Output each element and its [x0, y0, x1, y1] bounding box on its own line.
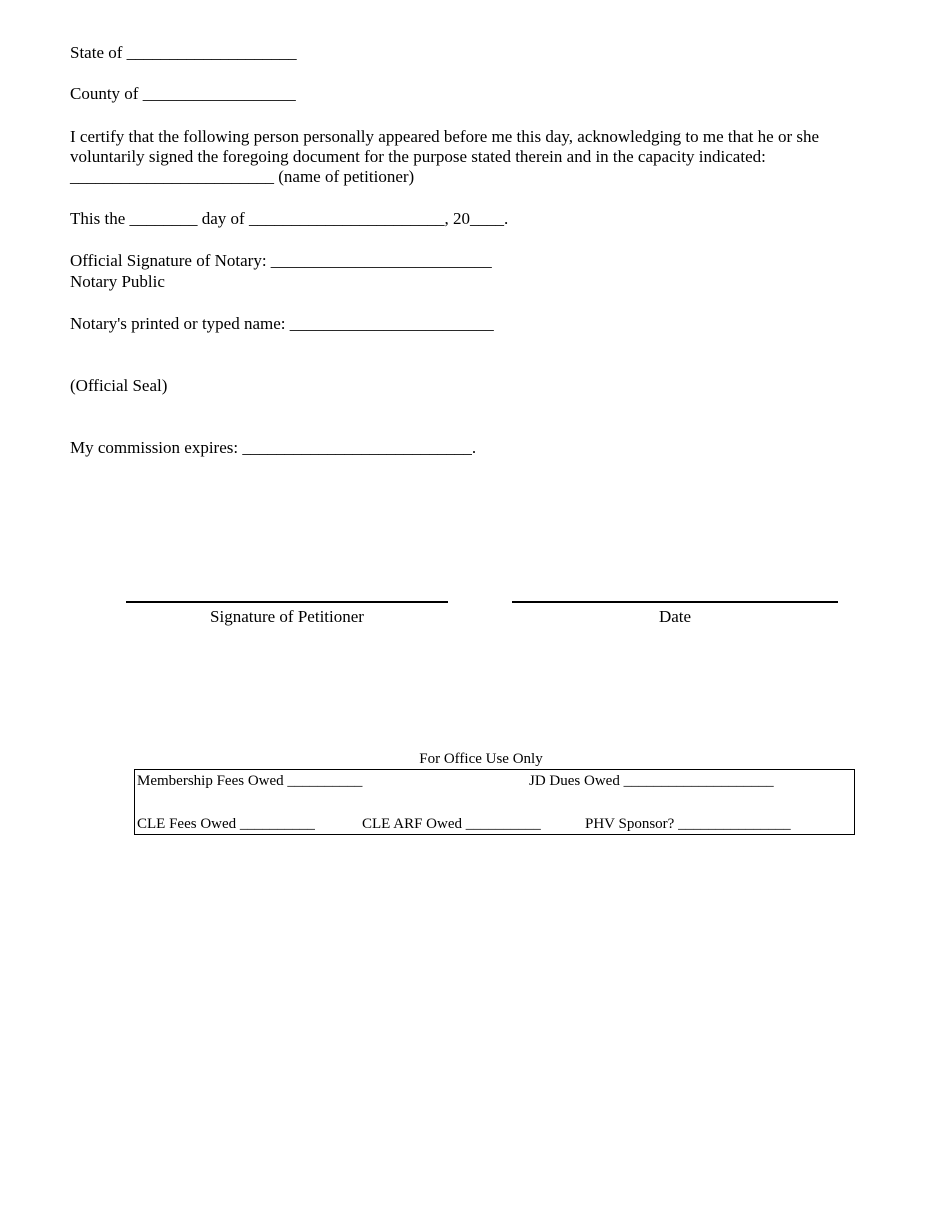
notary-signature-field[interactable]: Official Signature of Notary: __________________________ [70, 251, 492, 270]
office-use-box [134, 769, 855, 835]
state-field[interactable]: State of ____________________ [70, 43, 297, 62]
commission-expires-field[interactable]: My commission expires: ___________________________. [70, 438, 477, 457]
notary-public-label: Notary Public [70, 272, 165, 291]
certification-line-2: voluntarily signed the foregoing document for the purpose stated therein and in the capacity indicated: [70, 147, 766, 166]
notary-name-field[interactable]: Notary's printed or typed name: ________________________ [70, 314, 494, 333]
office-use-title: For Office Use Only [419, 751, 543, 767]
cle-fees-field[interactable]: CLE Fees Owed __________ [137, 816, 315, 832]
petitioner-signature-line[interactable] [126, 601, 448, 603]
certification-statement [70, 127, 870, 187]
official-seal-label: (Official Seal) [70, 376, 168, 395]
date-signature-label: Date [658, 607, 692, 626]
county-field[interactable]: County of __________________ [70, 84, 296, 103]
date-signature-line[interactable] [512, 601, 838, 603]
jd-dues-field[interactable]: JD Dues Owed ____________________ [529, 773, 774, 789]
phv-sponsor-field[interactable]: PHV Sponsor? _______________ [585, 816, 791, 832]
certification-line-1: I certify that the following person personally appeared before me this day, acknowledging to me that he or she [70, 127, 820, 146]
petitioner-signature-label: Signature of Petitioner [210, 607, 364, 626]
date-field[interactable]: This the ________ day of _______________________, 20____. [70, 209, 509, 228]
petitioner-name-field[interactable]: ________________________ (name of petitioner) [70, 167, 415, 186]
membership-fees-field[interactable]: Membership Fees Owed __________ [137, 773, 363, 789]
cle-arf-field[interactable]: CLE ARF Owed __________ [362, 816, 541, 832]
